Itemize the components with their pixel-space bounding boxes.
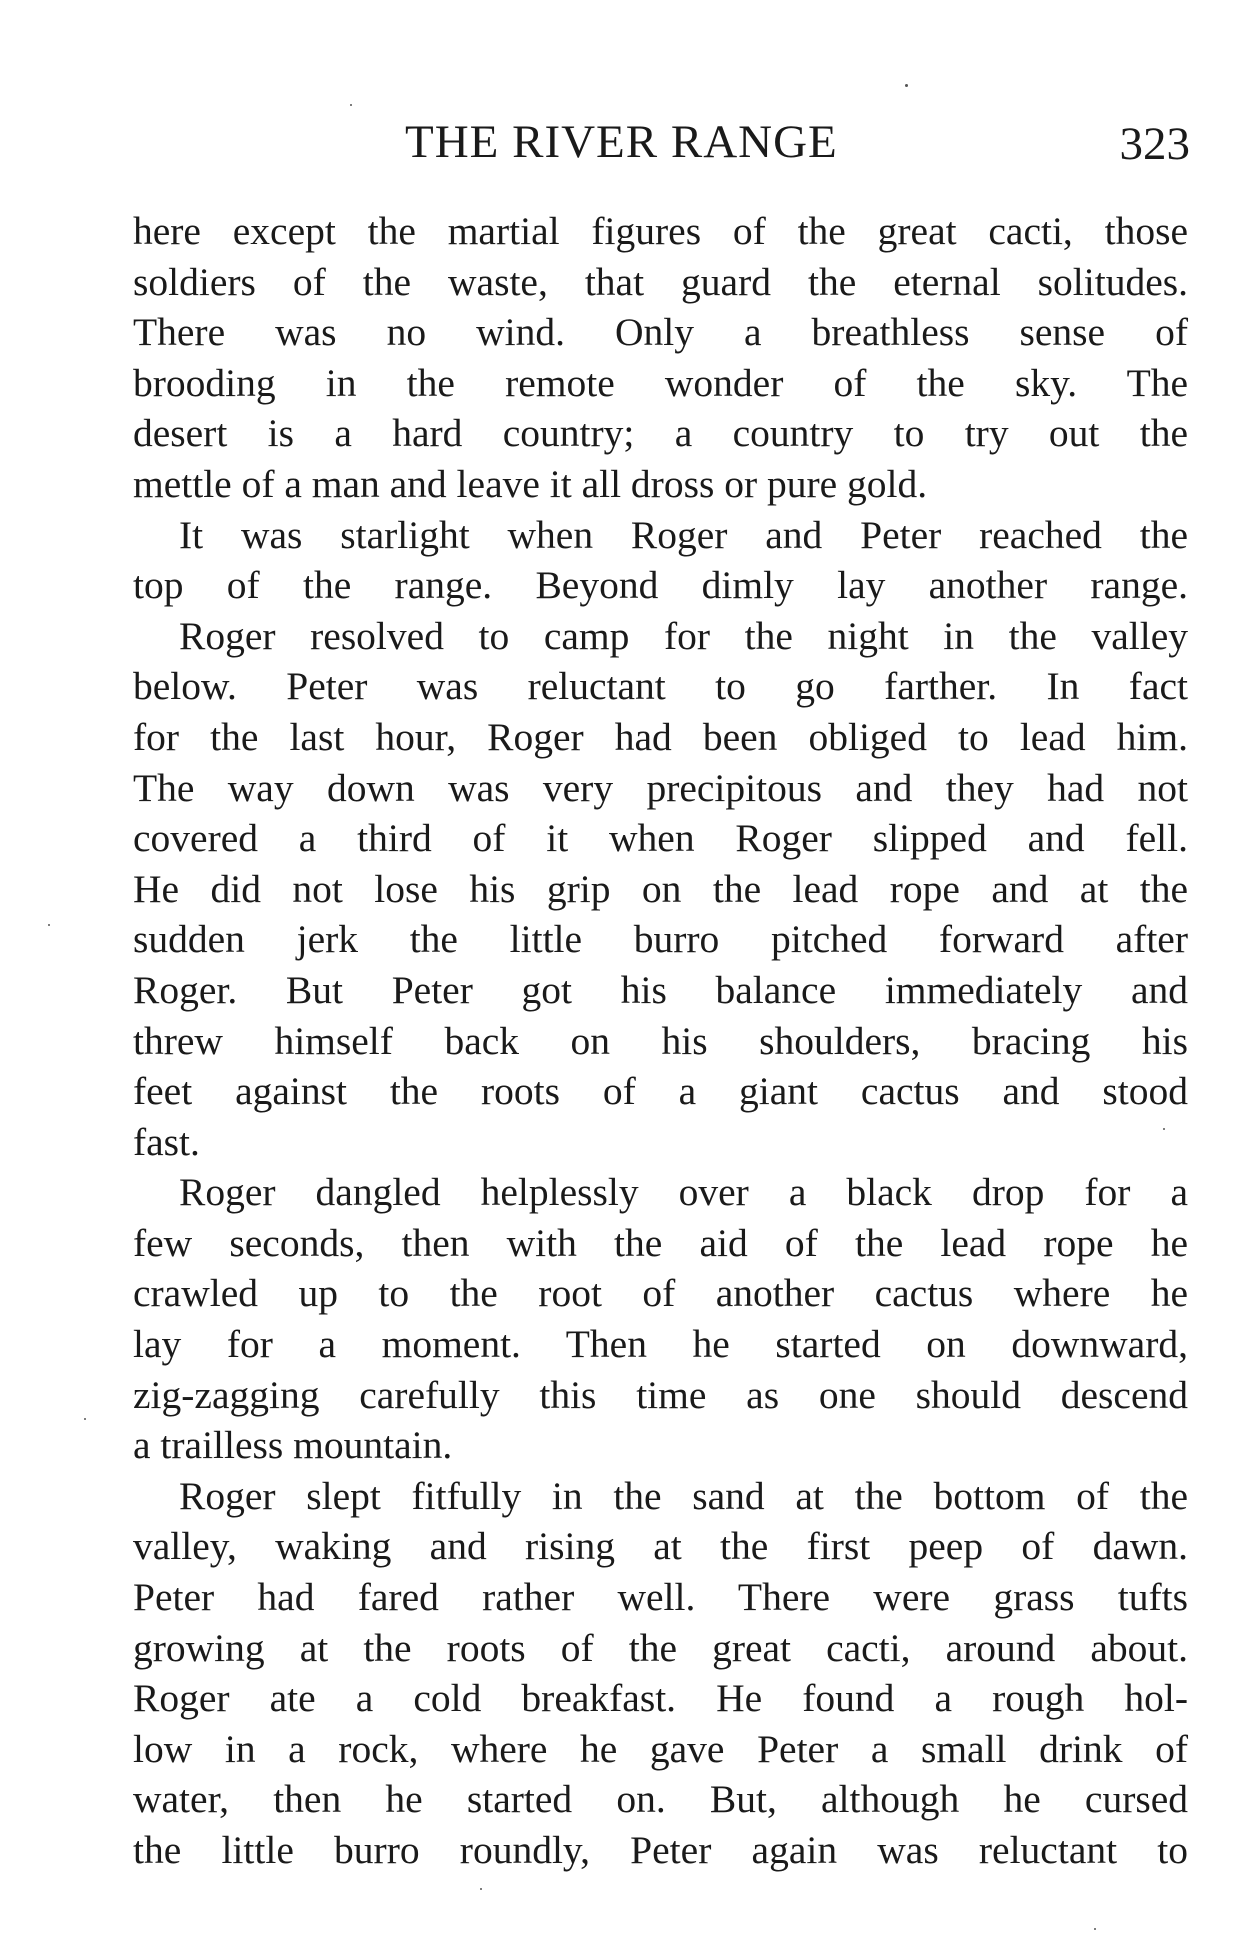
running-head [135, 112, 1190, 172]
text-line: zig-zagging carefully this time as one should descend [133, 1372, 1188, 1417]
text-line: for the last hour, Roger had been obliged to lead him. [133, 714, 1188, 759]
paper-speck [480, 1888, 482, 1890]
text-line: Roger dangled helplessly over a black drop for a [179, 1170, 1188, 1215]
text-line: Roger resolved to camp for the night in the valley [179, 613, 1188, 658]
paper-speck [905, 84, 908, 87]
text-line: low in a rock, where he gave Peter a small drink of [133, 1726, 1188, 1771]
text-line: fast. [133, 1119, 200, 1164]
paper-speck [48, 924, 50, 926]
text-line: growing at the roots of the great cacti, around about. [133, 1625, 1188, 1670]
text-line: It was starlight when Roger and Peter reached the [179, 512, 1188, 557]
text-line: Roger slept fitfully in the sand at the bottom of the [179, 1473, 1188, 1518]
text-line: threw himself back on his shoulders, bracing his [133, 1018, 1188, 1063]
text-line: Roger. But Peter got his balance immediately and [133, 967, 1188, 1012]
paper-speck [350, 104, 352, 106]
text-line: Roger ate a cold breakfast. He found a rough hol- [133, 1676, 1188, 1721]
text-line: He did not lose his grip on the lead rope and at the [133, 866, 1188, 911]
text-line: below. Peter was reluctant to go farther. In fact [133, 664, 1188, 709]
text-line: lay for a moment. Then he started on downward, [133, 1322, 1188, 1367]
page-number: 323 [1119, 118, 1190, 170]
text-line: top of the range. Beyond dimly lay another range. [133, 563, 1188, 608]
text-line: brooding in the remote wonder of the sky. The [133, 360, 1188, 405]
paper-speck [1094, 1928, 1096, 1930]
text-line: water, then he started on. But, although he cursed [133, 1777, 1188, 1822]
text-line: There was no wind. Only a breathless sense of [133, 310, 1188, 355]
paper-speck [84, 1418, 86, 1420]
text-line: desert is a hard country; a country to try out the [133, 411, 1188, 456]
text-line: feet against the roots of a giant cactus and stood [133, 1069, 1188, 1114]
running-title: THE RIVER RANGE [405, 116, 838, 168]
text-line: valley, waking and rising at the first peep of dawn. [133, 1524, 1188, 1569]
text-line: soldiers of the waste, that guard the eternal solitudes. [133, 259, 1188, 304]
text-line: a trailless mountain. [133, 1423, 453, 1468]
body-text [133, 206, 1188, 1876]
text-line: few seconds, then with the aid of the lead rope he [133, 1220, 1188, 1265]
text-line: the little burro roundly, Peter again was reluctant to [133, 1828, 1188, 1872]
text-line: here except the martial figures of the great cacti, those [133, 209, 1188, 253]
text-line: Peter had fared rather well. There were grass tufts [133, 1575, 1188, 1620]
text-line: mettle of a man and leave it all dross or pure gold. [133, 461, 928, 506]
text-line: sudden jerk the little burro pitched forward after [133, 917, 1188, 962]
text-line: The way down was very precipitous and they had not [133, 765, 1188, 810]
paper-speck [1163, 1128, 1165, 1130]
text-line: covered a third of it when Roger slipped and fell. [133, 816, 1188, 861]
text-line: crawled up to the root of another cactus where he [133, 1271, 1188, 1316]
